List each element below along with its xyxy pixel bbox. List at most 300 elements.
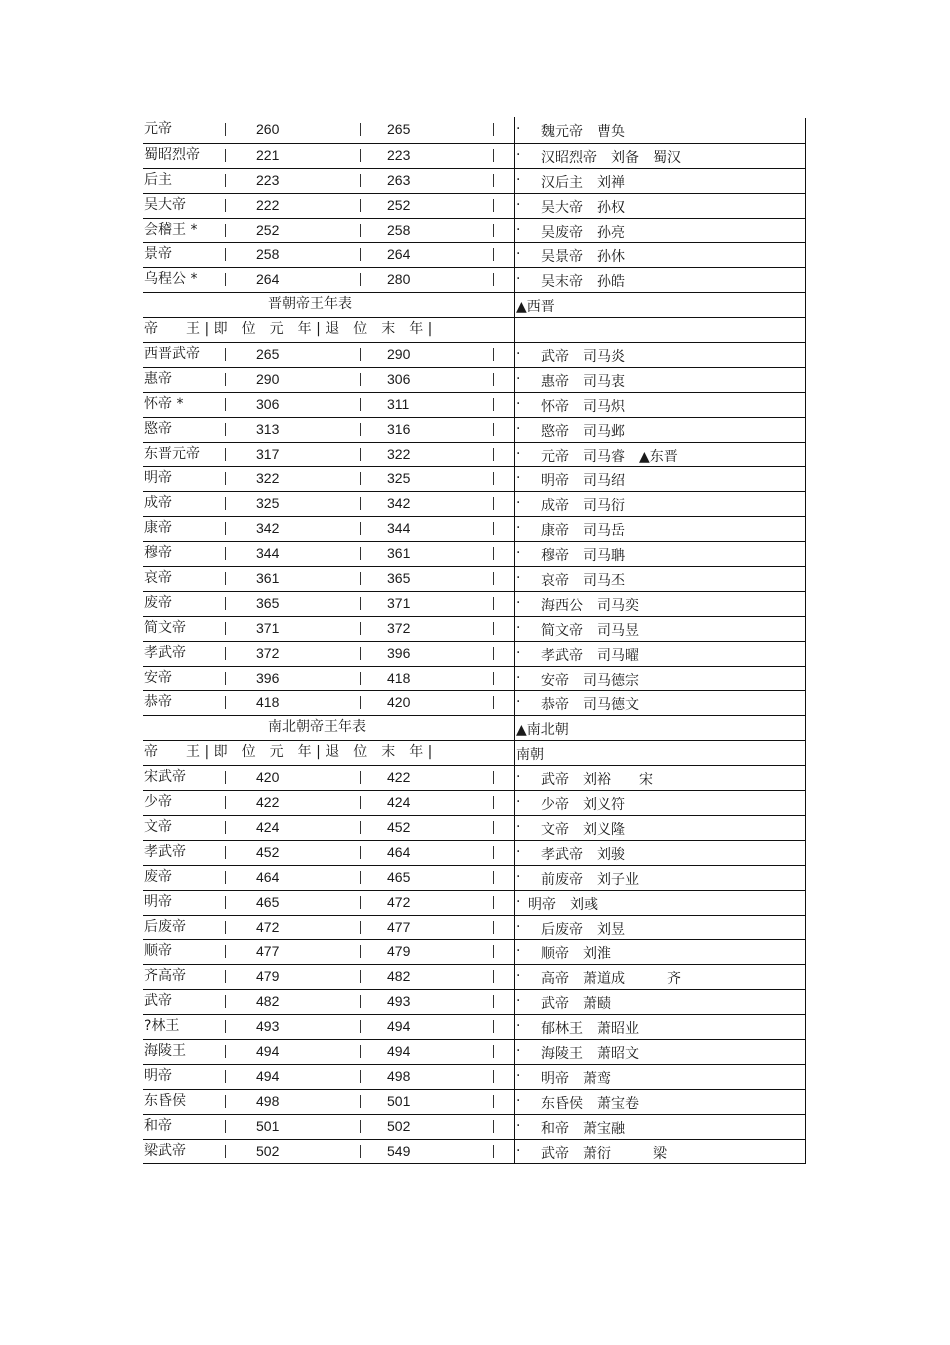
ruler-name: 孝武帝 [144, 843, 186, 860]
column-divider [493, 1120, 494, 1133]
ruler-detail: 武帝 司马炎 [541, 349, 625, 366]
ruler-name: 顺帝 [144, 943, 172, 960]
ruler-name: 废帝 [144, 868, 172, 885]
bullet-dot: · [516, 1018, 521, 1035]
end-year: 477 [387, 918, 411, 935]
ruler-name: 海陵王 [144, 1042, 186, 1059]
column-divider [360, 423, 361, 436]
column-divider [225, 123, 226, 136]
ruler-name: 后主 [144, 171, 172, 188]
start-year: 502 [256, 1142, 280, 1159]
ruler-name: 文帝 [144, 818, 172, 835]
column-divider [225, 1145, 226, 1158]
column-divider [360, 123, 361, 136]
column-divider [493, 921, 494, 934]
ruler-detail: 魏元帝 曹奂 [541, 124, 625, 140]
start-year: 418 [256, 694, 280, 711]
column-divider [360, 224, 361, 237]
bullet-dot: · [516, 619, 521, 636]
column-divider [225, 423, 226, 436]
column-divider [493, 522, 494, 535]
ruler-detail: 惠帝 司马衷 [541, 373, 625, 390]
column-divider [360, 647, 361, 660]
column-divider [493, 1095, 494, 1108]
column-divider [360, 448, 361, 461]
column-divider [225, 995, 226, 1008]
end-year: 342 [387, 495, 411, 512]
column-divider [493, 572, 494, 585]
bullet-dot: · [516, 570, 521, 587]
ruler-name: 蜀昭烈帝 [144, 146, 200, 163]
bullet-dot: · [516, 868, 521, 885]
column-divider [225, 647, 226, 660]
ruler-name: 后废帝 [144, 918, 186, 935]
end-year: 361 [387, 545, 411, 562]
ruler-name: 明帝 [144, 893, 172, 910]
ruler-detail: 哀帝 司马丕 [541, 573, 625, 590]
start-year: 472 [256, 918, 280, 935]
ruler-detail: 穆帝 司马聃 [541, 548, 625, 565]
bullet-dot: · [516, 246, 521, 263]
start-year: 501 [256, 1117, 280, 1134]
column-divider [493, 970, 494, 983]
bullet-dot: · [516, 495, 521, 512]
ruler-name: 安帝 [144, 669, 172, 686]
column-divider [493, 846, 494, 859]
column-divider [493, 1020, 494, 1033]
column-divider [360, 896, 361, 909]
start-year: 493 [256, 1018, 280, 1035]
end-year: 479 [387, 943, 411, 960]
column-divider [360, 821, 361, 834]
bullet-dot: · [516, 1092, 521, 1109]
ruler-detail: 吴景帝 孙休 [541, 249, 625, 266]
column-divider [360, 199, 361, 212]
column-divider [493, 896, 494, 909]
table-title: 南北朝帝王年表 [268, 719, 366, 736]
start-year: 265 [256, 346, 280, 363]
table-row [143, 342, 805, 367]
end-year: 365 [387, 570, 411, 587]
column-divider [493, 472, 494, 485]
column-divider [225, 497, 226, 510]
start-year: 494 [256, 1067, 280, 1084]
section-marker: ▲西晋 [516, 299, 555, 316]
column-divider [493, 1070, 494, 1083]
start-year: 222 [256, 196, 280, 213]
start-year: 494 [256, 1042, 280, 1059]
table-row [143, 715, 805, 740]
ruler-detail: 汉后主 刘禅 [541, 174, 625, 191]
table-row [143, 392, 805, 417]
column-divider [360, 572, 361, 585]
column-divider [493, 547, 494, 560]
ruler-name: ?林王 [144, 1018, 180, 1035]
column-divider [493, 248, 494, 261]
table-row [143, 143, 805, 168]
column-divider [493, 672, 494, 685]
column-divider [360, 373, 361, 386]
column-divider [225, 622, 226, 635]
column-divider [225, 796, 226, 809]
column-divider [360, 1020, 361, 1033]
column-divider [493, 597, 494, 610]
column-divider [225, 448, 226, 461]
column-divider [360, 597, 361, 610]
table-row [143, 1089, 805, 1114]
end-year: 223 [387, 146, 411, 163]
start-year: 465 [256, 893, 280, 910]
column-divider [225, 945, 226, 958]
table-row [143, 1139, 805, 1164]
column-divider [225, 1070, 226, 1083]
ruler-detail: 高帝 萧道成 齐 [541, 971, 681, 988]
column-divider [360, 1070, 361, 1083]
ruler-detail: 康帝 司马岳 [541, 523, 625, 540]
column-divider [493, 398, 494, 411]
end-year: 464 [387, 843, 411, 860]
ruler-name: 简文帝 [144, 619, 186, 636]
ruler-name: 明帝 [144, 470, 172, 487]
end-year: 264 [387, 246, 411, 263]
bullet-dot: · [516, 370, 521, 387]
column-divider [360, 149, 361, 162]
start-year: 361 [256, 570, 280, 587]
column-divider [360, 348, 361, 361]
start-year: 290 [256, 370, 280, 387]
ruler-detail: 明帝 刘彧 [528, 896, 598, 913]
ruler-detail: 前废帝 刘子业 [541, 871, 639, 888]
column-divider [225, 1045, 226, 1058]
table-row [143, 865, 805, 890]
bullet-dot: · [516, 694, 521, 711]
table-row [143, 292, 805, 317]
column-divider [360, 174, 361, 187]
table-row [143, 641, 805, 666]
ruler-detail: 少帝 刘义符 [541, 797, 625, 814]
end-year: 280 [387, 271, 411, 288]
table-row [143, 417, 805, 442]
end-year: 501 [387, 1092, 411, 1109]
column-divider [225, 373, 226, 386]
ruler-name: 宋武帝 [144, 769, 186, 786]
column-divider [493, 423, 494, 436]
end-year: 263 [387, 171, 411, 188]
ruler-detail: 简文帝 司马昱 [541, 622, 639, 639]
column-divider [225, 522, 226, 535]
table-row [143, 939, 805, 964]
table-row [143, 890, 805, 915]
table-row [143, 267, 805, 292]
ruler-detail: 成帝 司马衍 [541, 498, 625, 515]
bullet-dot: · [516, 545, 521, 562]
bullet-dot: · [516, 669, 521, 686]
start-year: 424 [256, 818, 280, 835]
column-divider [360, 472, 361, 485]
end-year: 465 [387, 868, 411, 885]
column-divider [225, 970, 226, 983]
ruler-name: 乌程公 * [144, 271, 198, 288]
bullet-dot: · [516, 1117, 521, 1134]
ruler-detail: 孝武帝 司马曜 [541, 647, 639, 664]
column-divider [225, 174, 226, 187]
ruler-name: 愍帝 [144, 420, 172, 437]
column-divider [493, 995, 494, 1008]
ruler-detail: 海西公 司马奕 [541, 597, 639, 614]
start-year: 342 [256, 520, 280, 537]
column-divider [225, 273, 226, 286]
ruler-name: 吴大帝 [144, 196, 186, 213]
column-divider [225, 149, 226, 162]
start-year: 422 [256, 794, 280, 811]
bullet-dot: · [516, 395, 521, 412]
column-divider [225, 672, 226, 685]
column-divider [360, 672, 361, 685]
table-row [143, 840, 805, 865]
column-divider [225, 572, 226, 585]
column-divider [360, 1045, 361, 1058]
bullet-dot: · [516, 121, 521, 137]
table-row [143, 118, 805, 143]
bullet-dot: · [516, 794, 521, 811]
bullet-dot: · [516, 271, 521, 288]
end-year: 482 [387, 968, 411, 985]
ruler-detail: 吴大帝 孙权 [541, 199, 625, 216]
end-year: 494 [387, 1018, 411, 1035]
column-divider [493, 348, 494, 361]
column-divider [493, 149, 494, 162]
column-header: 帝 王 | 即 位 元 年 | 退 位 末 年 | [144, 744, 433, 761]
bullet-dot: · [516, 968, 521, 985]
column-divider [493, 373, 494, 386]
column-divider [360, 796, 361, 809]
start-year: 325 [256, 495, 280, 512]
end-year: 418 [387, 669, 411, 686]
bullet-dot: · [516, 993, 521, 1010]
ruler-detail: 元帝 司马睿 ▲东晋 [541, 448, 678, 465]
bullet-dot: · [516, 146, 521, 163]
end-year: 396 [387, 644, 411, 661]
column-divider [360, 1145, 361, 1158]
table-row [143, 541, 805, 566]
start-year: 371 [256, 619, 280, 636]
ruler-detail: 孝武帝 刘骏 [541, 846, 625, 863]
bullet-dot: · [516, 420, 521, 437]
column-divider [225, 1020, 226, 1033]
column-divider [225, 871, 226, 884]
ruler-name: 怀帝 * [144, 395, 184, 412]
column-divider [360, 497, 361, 510]
table-row [143, 989, 805, 1014]
table-row [143, 1064, 805, 1089]
column-divider [225, 1095, 226, 1108]
end-year: 452 [387, 818, 411, 835]
column-divider [493, 1045, 494, 1058]
column-divider [493, 696, 494, 709]
column-header: 帝 王 | 即 位 元 年 | 退 位 末 年 | [144, 321, 433, 338]
start-year: 264 [256, 271, 280, 288]
ruler-detail: 吴末帝 孙皓 [541, 274, 625, 291]
table-row [143, 740, 805, 765]
column-divider [360, 871, 361, 884]
ruler-detail: 后废帝 刘昱 [541, 921, 625, 938]
table-row [143, 367, 805, 392]
column-divider [225, 1120, 226, 1133]
table-row [143, 690, 805, 715]
table-row [143, 666, 805, 691]
table-row [143, 790, 805, 815]
column-divider [493, 497, 494, 510]
column-divider [360, 846, 361, 859]
start-year: 322 [256, 470, 280, 487]
bullet-dot: · [516, 470, 521, 487]
end-year: 306 [387, 370, 411, 387]
start-year: 498 [256, 1092, 280, 1109]
table-row [143, 815, 805, 840]
column-divider [225, 896, 226, 909]
column-divider [225, 398, 226, 411]
start-year: 396 [256, 669, 280, 686]
column-divider [493, 871, 494, 884]
start-year: 344 [256, 545, 280, 562]
ruler-detail: 愍帝 司马邺 [541, 423, 625, 440]
ruler-name: 武帝 [144, 993, 172, 1010]
column-divider [360, 398, 361, 411]
section-marker: ▲南北朝 [516, 722, 569, 739]
bullet-dot: · [516, 594, 521, 611]
column-divider [225, 597, 226, 610]
column-divider [225, 696, 226, 709]
start-year: 477 [256, 943, 280, 960]
column-divider [225, 472, 226, 485]
table-row [143, 964, 805, 989]
start-year: 260 [256, 121, 280, 137]
column-divider [360, 547, 361, 560]
table-row [143, 491, 805, 516]
start-year: 306 [256, 395, 280, 412]
ruler-name: 东昏侯 [144, 1092, 186, 1109]
column-divider [360, 273, 361, 286]
table-row [143, 765, 805, 790]
column-divider [225, 348, 226, 361]
column-divider [493, 199, 494, 212]
table-row [143, 1014, 805, 1039]
ruler-detail: 武帝 刘裕 宋 [541, 772, 653, 789]
column-divider [225, 199, 226, 212]
end-year: 502 [387, 1117, 411, 1134]
ruler-detail: 东昏侯 萧宝卷 [541, 1095, 639, 1112]
end-year: 311 [387, 395, 410, 412]
end-year: 265 [387, 121, 411, 137]
start-year: 479 [256, 968, 280, 985]
table-row [143, 915, 805, 940]
ruler-detail: 武帝 萧衍 梁 [541, 1145, 667, 1162]
table-row [143, 317, 805, 342]
ruler-detail: 安帝 司马德宗 [541, 672, 639, 689]
ruler-detail: 武帝 萧赜 [541, 996, 611, 1013]
column-divider [360, 771, 361, 784]
ruler-name: 成帝 [144, 495, 172, 512]
column-divider [360, 522, 361, 535]
bullet-dot: · [516, 520, 521, 537]
column-divider [493, 123, 494, 136]
column-divider [360, 1120, 361, 1133]
ruler-name: 会稽王 * [144, 221, 198, 238]
ruler-detail: 吴废帝 孙亮 [541, 224, 625, 241]
column-divider [493, 448, 494, 461]
start-year: 223 [256, 171, 280, 188]
table-row [143, 193, 805, 218]
ruler-name: 元帝 [144, 121, 172, 137]
end-year: 290 [387, 346, 411, 363]
bullet-dot: · [516, 893, 521, 910]
end-year: 325 [387, 470, 411, 487]
ruler-name: 康帝 [144, 520, 172, 537]
ruler-name: 西晋武帝 [144, 346, 200, 363]
ruler-name: 废帝 [144, 594, 172, 611]
column-divider [360, 945, 361, 958]
start-year: 420 [256, 769, 280, 786]
column-divider [225, 846, 226, 859]
end-year: 493 [387, 993, 411, 1010]
column-divider [493, 224, 494, 237]
ruler-detail: 汉昭烈帝 刘备 蜀汉 [541, 149, 681, 166]
table-row [143, 516, 805, 541]
bullet-dot: · [516, 1067, 521, 1084]
bullet-dot: · [516, 644, 521, 661]
start-year: 313 [256, 420, 280, 437]
column-divider [225, 248, 226, 261]
end-year: 252 [387, 196, 411, 213]
end-year: 472 [387, 893, 411, 910]
ruler-detail: 郁林王 萧昭业 [541, 1021, 639, 1038]
ruler-name: 和帝 [144, 1117, 172, 1134]
ruler-detail: 明帝 萧鸾 [541, 1070, 611, 1087]
end-year: 420 [387, 694, 411, 711]
dynasty-table [143, 118, 806, 1164]
column-divider [493, 821, 494, 834]
start-year: 317 [256, 445, 280, 462]
ruler-name: 东晋元帝 [144, 445, 200, 462]
ruler-detail: 怀帝 司马炽 [541, 398, 625, 415]
table-row [143, 1039, 805, 1064]
column-divider [360, 1095, 361, 1108]
table-row [143, 242, 805, 267]
section-label: 南朝 [516, 747, 544, 764]
bullet-dot: · [516, 818, 521, 835]
ruler-name: 齐高帝 [144, 968, 186, 985]
ruler-detail: 顺帝 刘淮 [541, 946, 611, 963]
start-year: 221 [256, 146, 280, 163]
table-row [143, 616, 805, 641]
ruler-name: 景帝 [144, 246, 172, 263]
end-year: 322 [387, 445, 411, 462]
end-year: 371 [387, 594, 411, 611]
column-divider [360, 970, 361, 983]
end-year: 422 [387, 769, 411, 786]
column-divider [493, 647, 494, 660]
start-year: 258 [256, 246, 280, 263]
ruler-detail: 恭帝 司马德文 [541, 697, 639, 714]
bullet-dot: · [516, 221, 521, 238]
column-divider [493, 174, 494, 187]
start-year: 365 [256, 594, 280, 611]
ruler-name: 穆帝 [144, 545, 172, 562]
bullet-dot: · [516, 171, 521, 188]
column-divider [360, 248, 361, 261]
table-row [143, 218, 805, 243]
column-divider [360, 622, 361, 635]
